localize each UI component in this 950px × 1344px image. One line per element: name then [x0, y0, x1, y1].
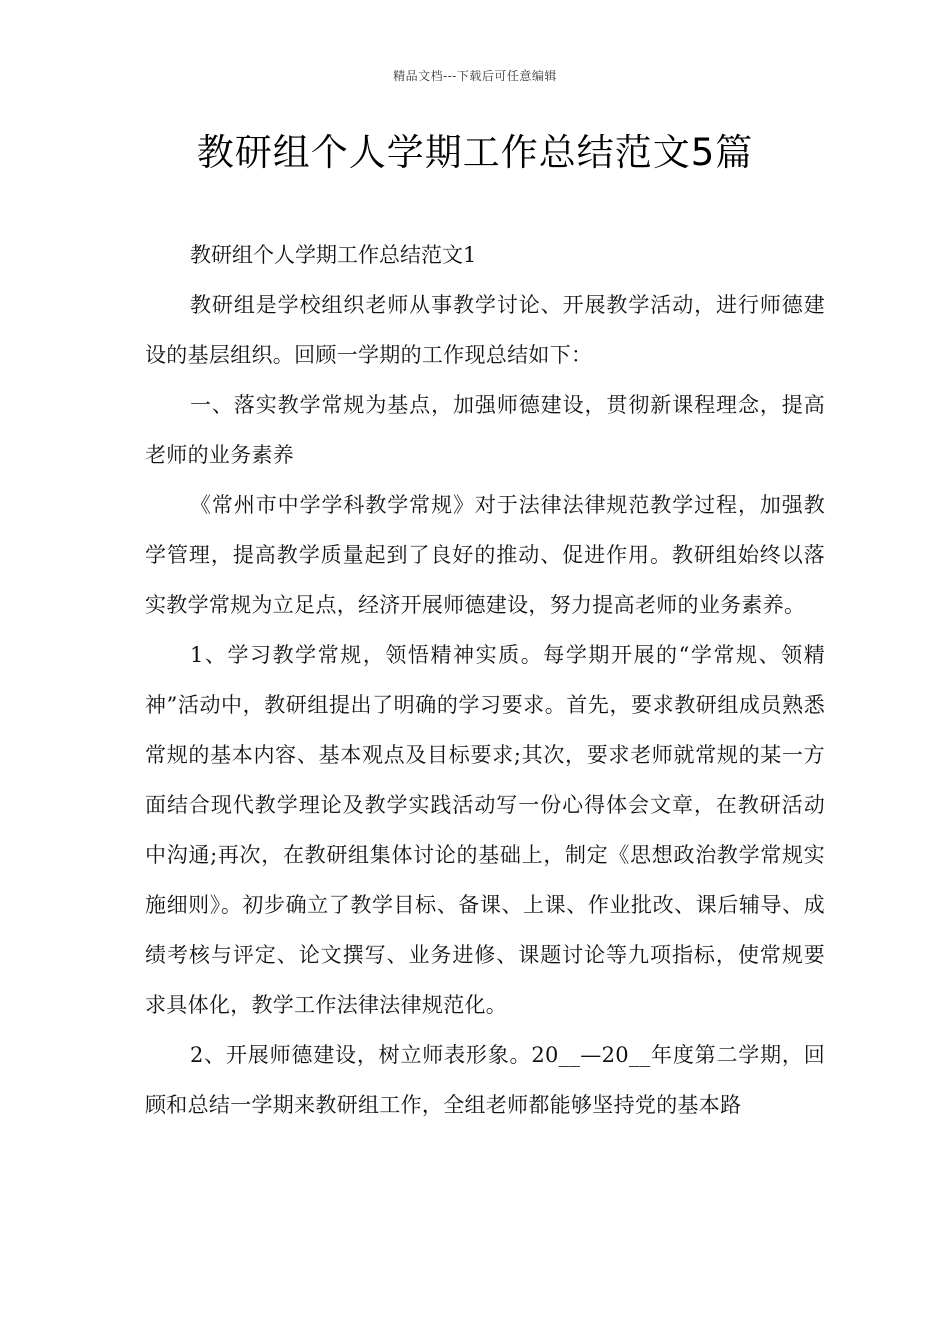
paragraph-section-heading: 一、落实教学常规为基点，加强师德建设，贯彻新课程理念，提高老师的业务素养 — [145, 393, 825, 467]
header-note: 精品文档---下载后可任意编辑 — [393, 69, 557, 83]
paragraph-teaching-rules: 《常州市中学学科教学常规》对于法律法律规范教学过程，加强教学管理，提高教学质量起到了良好的推动、促进作用。教研组始终以落实教学常规为立足点，经济开展师德建设，努力提高老师的业务素养。 — [145, 493, 825, 617]
section-subtitle: 教研组个人学期工作总结范文1 — [190, 243, 477, 267]
paragraph-point-2: 2、开展师德建设，树立师表形象。20__—20__年度第二学期，回顾和总结一学期来教研组工作，全组老师都能够坚持党的基本路 — [145, 1043, 825, 1117]
document-title: 教研组个人学期工作总结范文5篇 — [196, 131, 754, 174]
paragraph-intro: 教研组是学校组织老师从事教学讨论、开展教学活动，进行师德建设的基层组织。回顾一学期的工作现总结如下： — [145, 293, 825, 367]
document-body — [145, 230, 825, 1130]
paragraph-point-1: 1、学习教学常规，领悟精神实质。每学期开展的“学常规、领精神”活动中，教研组提出了明确的学习要求。首先，要求教研组成员熟悉常规的基本内容、基本观点及目标要求;其次，要求老师就常规的某一方面结合现代教学理论及教学实践活动写一份心得体会文章，在教研活动中沟通;再次，在教研组集体讨论的基础上，制定《思想政治教学常规实施细则》。初步确立了教学目标、备课、上课、作业批改、课后辅导、成绩考核与评定、论文撰写、业务进修、课题讨论等九项指标，使常规要求具体化，教学工作法律法律规范化。 — [145, 643, 825, 1017]
